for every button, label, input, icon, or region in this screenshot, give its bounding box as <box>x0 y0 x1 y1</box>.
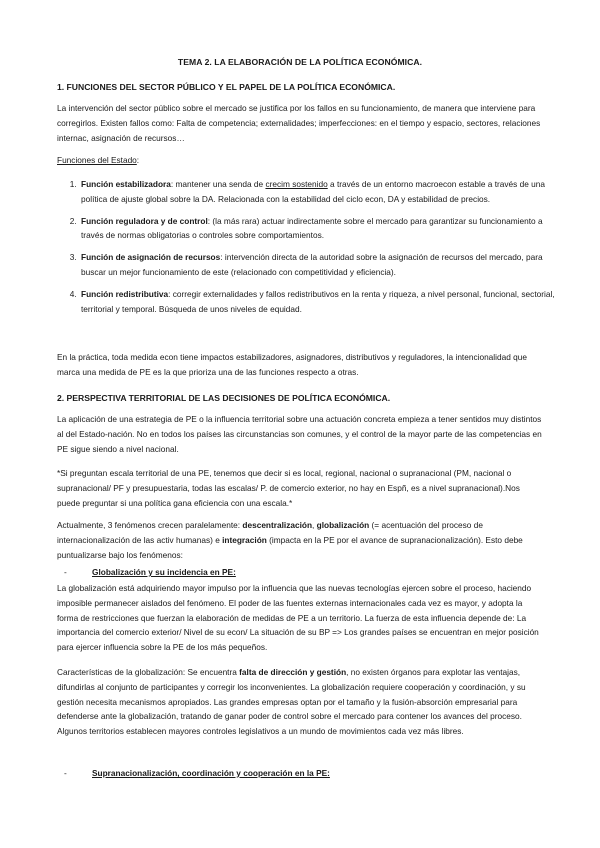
function-item <box>79 214 564 244</box>
function-underlined: crecim sostenido <box>265 179 328 189</box>
function-name: Función de asignación de recursos <box>81 252 221 263</box>
function-name: Función estabilizadora <box>81 179 171 189</box>
function-name: Función redistributiva <box>81 288 169 299</box>
functions-label: Funciones del Estado <box>57 155 137 165</box>
function-name: Función reguladora y de control <box>81 215 208 226</box>
section-2-paragraph-1: La aplicación de una estrategia de PE o la influencia territorial sobre una actuación concreta empieza a tener sentidos muy distintos al del Estado-nación. No en todos los países las circunstancias son comunes, y el control de la mayor parte de las competencias en PE sigue siendo a nivel nacional. <box>57 414 542 454</box>
functions-label-line: Funciones del Estado: <box>57 155 140 165</box>
section-2-paragraph-3: Actualmente, 3 fenómenos crecen paralelamente: descentralización, globalización (= acentuación del proceso de internacionalización de las activ humanas) e integración (impacta en la PE por el avance de supranacionalización). Esto debe puntualizarse bajo los fenómenos: <box>57 520 523 560</box>
bullet-label: Supranacionalización, coordinación y cooperación en la PE: <box>92 768 330 778</box>
section-2-paragraph-2: *Si preguntan escala territorial de una PE, tenemos que decir si es local, regional, nacional o supranacional (PM, nacional o supranacional/ PF y presupuestaria, todas las escalas/ P. de comercio exterior, no hay en Espñ, es a nivel supranacional).Nos puede preguntar si una política gana eficiencia con una escala.* <box>57 468 520 508</box>
bullet-label: Globalización y su incidencia en PE: <box>92 567 236 577</box>
bullet-dash: - <box>64 768 67 778</box>
bullet-globalizacion <box>64 567 236 577</box>
function-text-tail: a través de un entorno macroecon estable a través de una política de ajuste global sobre la DA. Relacionada con la estabilidad del ciclo econ, DA y estabilidad de precios. <box>81 179 545 204</box>
function-text: : mantener una senda de <box>170 179 266 189</box>
function-item <box>79 250 564 280</box>
section-1-closing: En la práctica, toda medida econ tiene impactos estabilizadores, asignadores, distributivos y reguladores, la intencionalidad que marca una medida de PE es la que prioriza una de las funciones respecto a otras. <box>57 352 527 377</box>
function-text: : intervención directa de la autoridad sobre la asignación de recursos del mercado, para buscar un mejor funcionamiento de este (relacionado con competitividad y eficiencia). <box>81 252 543 277</box>
function-text: : corregir externalidades y fallos redistributivos en la renta y riqueza, a nivel personal, funcional, sectorial, territorial y temporal. Búsqueda de unos niveles de equidad. <box>81 288 555 314</box>
section-2-paragraph-5: Características de la globalización: Se encuentra falta de dirección y gestión, no existen órganos para explotar las ventajas, difundirlas al conjunto de participantes y corregir los inconvenientes. La globalización requiere cooperación y coordinación, y su gestión necesita mecanismos apropiados. Las grandes empresas optan por el tamaño y la fusión-absorción empresarial para defenderse ante la globalización, tratando de ganar poder de control sobre el mercado para contener los avances del proceso. Algunos territorios establecen mayores controles legislativos a un mundo de movimientos cada vez más libres. <box>57 667 526 737</box>
function-item <box>79 287 564 317</box>
function-item <box>79 177 564 207</box>
section-1-intro: La intervención del sector público sobre el mercado se justifica por los fallos en su funcionamiento, de manera que interviene para corregirlos. Existen fallos como: Falta de competencia; externalidades; imperfecciones: en el tiempo y espacio, sectores, relaciones internac, asignación de recursos… <box>57 103 541 143</box>
document-title: TEMA 2. LA ELABORACIÓN DE LA POLÍTICA ECONÓMICA. <box>177 57 423 67</box>
function-text: : (la más rara) actuar indirectamente sobre el mercado para garantizar su funcionamiento a través de normas obligatorias o controles sobre comportamientos. <box>81 215 543 241</box>
section-2-paragraph-4: La globalización está adquiriendo mayor impulso por la influencia que las nuevas tecnologías ejercen sobre el proceso, haciendo imposible permanecer aislados del fenómeno. El poder de las fuentes externas internacionales cada vez es mayor, y adopta la forma de restricciones que fuerzan la elaboración de medidas de PE a un territorio. La fuerza de esta influencia depende de: La importancia del comercio exterior/ Nivel de su econ/ La situación de su BP => Los grandes países se encuentran en mejor posición para ejercer influencia sobre la PE de los más pequeños. <box>57 583 539 653</box>
bullet-supranacionalizacion <box>64 768 330 778</box>
functions-list <box>57 177 564 323</box>
bullet-dash: - <box>64 567 67 577</box>
section-1-heading: 1. FUNCIONES DEL SECTOR PÚBLICO Y EL PAPEL DE LA POLÍTICA ECONÓMICA. <box>57 82 396 92</box>
section-2-heading: 2. PERSPECTIVA TERRITORIAL DE LAS DECISIONES DE POLÍTICA ECONÓMICA. <box>57 393 391 403</box>
